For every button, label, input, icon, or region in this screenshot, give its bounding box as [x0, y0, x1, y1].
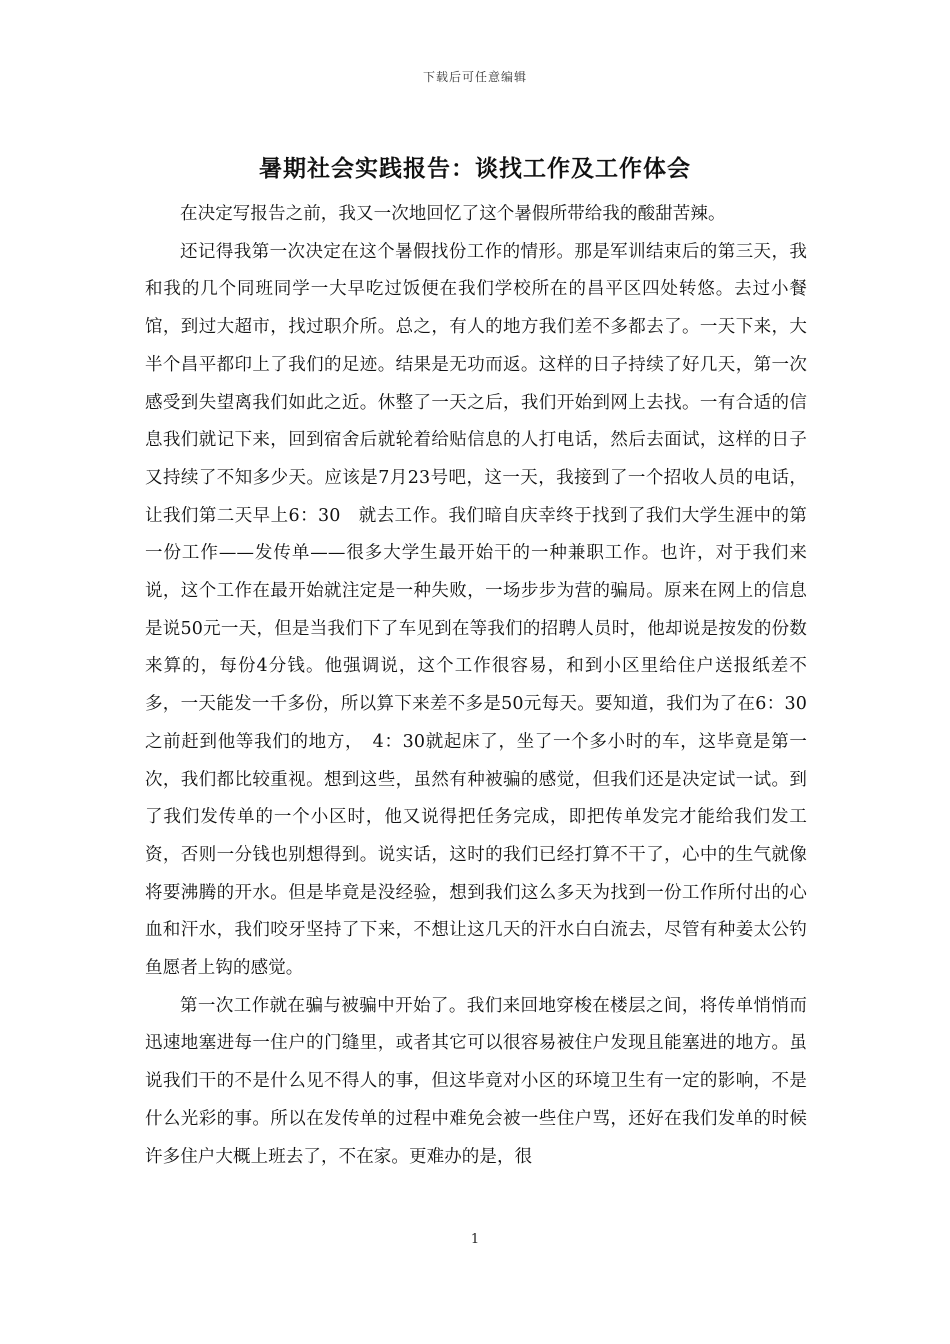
document-title: 暑期社会实践报告：谈找工作及工作体会 [259, 155, 691, 182]
header-note: 下载后可任意编辑 [422, 70, 527, 84]
page-number: 1 [470, 1232, 480, 1247]
paragraph: 在决定写报告之前，我又一次地回忆了这个暑假所带给我的酸甜苦辣。 [180, 204, 726, 224]
paragraph: 还记得我第一次决定在这个暑假找份工作的情形。那是军训结束后的第三天，我和我的几个同班同学一大早吃过饭便在我们学校所在的昌平区四处转悠。去过小餐馆，到过大超市，找过职介所。总之，有人的地方我们差不多都去了。一天下来，大半个昌平都印上了我们的足迹。结果是无功而返。这样的日子持续了好几天，第一次感受到失望离我们如此之近。休整了一天之后，我们开始到网上去找。一有合适的信息我们就记下来，回到宿舍后就轮着给贴信息的人打电话，然后去面试，这样的日子又持续了不知多少天。应该是7月23号吧，这一天，我接到了一个招收人员的电话，让我们第二天早上6：30 就去工作。我们暗自庆幸终于找到了我们大学生涯中的第一份工作——发传单——很多大学生最开始干的一种兼职工作。也许，对于我们来说，这个工作在最开始就注定是一种失败，一场步步为营的骗局。原来在网上的信息是说50元一天，但是当我们下了车见到在等我们的招聘人员时，他却说是按发的份数来算的，每份4分钱。他强调说，这个工作很容易，和到小区里给住户送报纸差不多，一天能发一千多份，所以算下来差不多是50元每天。要知道，我们为了在6：30之前赶到他等我们的地方， 4：30就起床了，坐了一个多小时的车，这毕竟是第一次，我们都比较重视。想到这些，虽然有种被骗的感觉，但我们还是决定试一试。到了我们发传单的一个小区时，他又说得把任务完成，即把传单发完才能给我们发工资，否则一分钱也别想得到。说实话，这时的我们已经打算不干了，心中的生气就像将要沸腾的开水。但是毕竟是没经验，想到我们这么多天为找到一份工作所付出的心血和汗水，我们咬牙坚持了下来，不想让这几天的汗水白白流去，尽管有种姜太公钓鱼愿者上钩的感觉。 [145, 241, 807, 979]
paragraph: 第一次工作就在骗与被骗中开始了。我们来回地穿梭在楼层之间，将传单悄悄而迅速地塞进每一住户的门缝里，或者其它可以很容易被住户发现且能塞进的地方。虽说我们干的不是什么见不得人的事，但这毕竟对小区的环境卫生有一定的影响，不是什么光彩的事。所以在发传单的过程中难免会被一些住户骂，还好在我们发单的时候许多住户大概上班去了，不在家。更难办的是，很 [145, 995, 807, 1167]
document-body [145, 196, 807, 1176]
